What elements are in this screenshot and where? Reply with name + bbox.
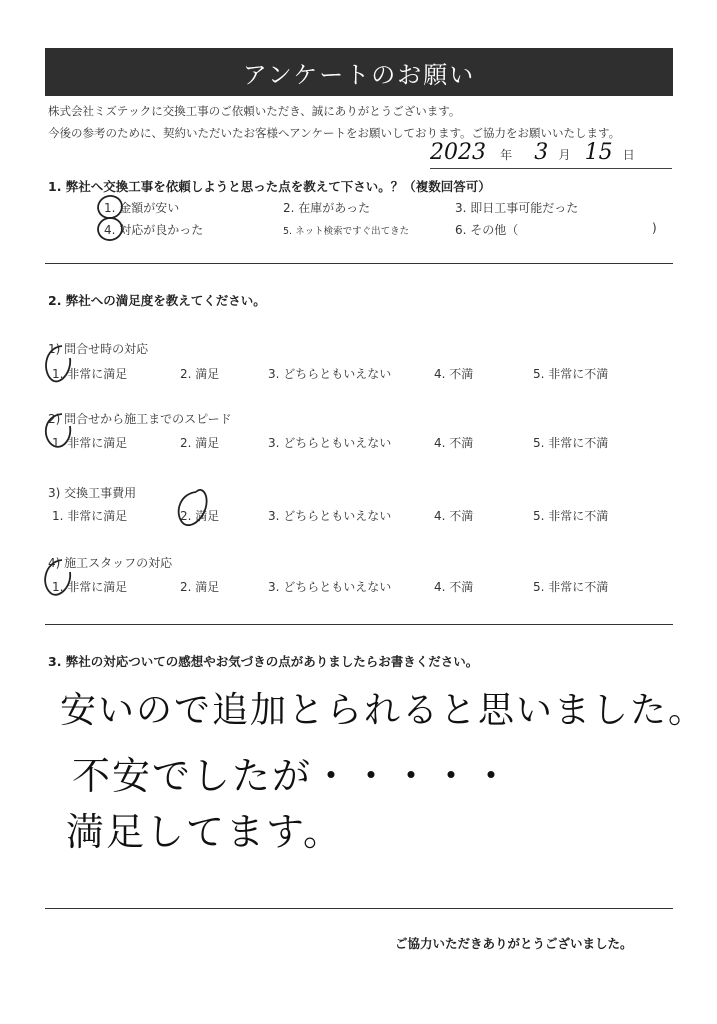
q2-item-1-circle <box>46 346 70 381</box>
q2-item-4-circle <box>45 560 70 595</box>
q2-item-3-scale-2: 2. 満足 <box>180 509 220 523</box>
q2-item-1-scale-1: 1. 非常に満足 <box>52 367 128 381</box>
q2-item-3-scale-4: 4. 不満 <box>434 509 474 523</box>
date-year: 2023 <box>430 140 486 165</box>
date-year-unit: 年 <box>500 148 513 162</box>
footer-thanks: ご協力いただきありがとうございました。 <box>395 936 633 951</box>
q2-item-2-scale-2: 2. 満足 <box>180 436 220 450</box>
date-month: 3 <box>534 140 549 165</box>
q2-item-2-scale-1: 1. 非常に満足 <box>52 436 128 450</box>
q1-option-1: 1. 金額が安い <box>104 201 180 215</box>
q1-option-6: 6. その他（ <box>455 223 519 237</box>
q1-circle-option-4 <box>96 216 123 242</box>
survey-title: アンケートのお願い <box>45 48 673 96</box>
q2-item-4-scale-3: 3. どちらともいえない <box>268 580 392 594</box>
date-day-unit: 日 <box>622 148 635 162</box>
q3-answer-line-3: 満足してます。 <box>66 810 343 854</box>
q3-answer-line-2: 不安でしたが・・・・・ <box>72 754 513 798</box>
q2-item-1-scale-3: 3. どちらともいえない <box>268 367 392 381</box>
q2-item-3-scale-5: 5. 非常に不満 <box>533 509 609 523</box>
q1-option-4: 4. 対応が良かった <box>104 223 204 237</box>
intro-line-1: 株式会社ミズテックに交換工事のご依頼いただき、誠にありがとうございます。 <box>48 104 461 118</box>
q3-answer-line-1: 安いので追加とられると思いました。 <box>60 690 707 731</box>
q2-item-3-label: 3) 交換工事費用 <box>48 486 137 500</box>
date-month-unit: 月 <box>558 148 571 162</box>
date-day: 15 <box>584 140 613 165</box>
q2-item-2-scale-4: 4. 不満 <box>434 436 474 450</box>
q2-item-1-scale-5: 5. 非常に不満 <box>533 367 609 381</box>
q2-item-3-circle <box>179 490 207 525</box>
q2-item-4-scale-4: 4. 不満 <box>434 580 474 594</box>
q1-option-6-close: ) <box>652 221 657 235</box>
q2-item-4-scale-5: 5. 非常に不満 <box>533 580 609 594</box>
q1-option-5: 5. ネット検索ですぐ出てきた <box>283 226 410 237</box>
q2-item-1-scale-2: 2. 満足 <box>180 367 220 381</box>
q1-option-2: 2. 在庫があった <box>283 201 371 215</box>
q2-item-3-scale-1: 1. 非常に満足 <box>52 509 128 523</box>
q2-title: 2. 弊社への満足度を教えてください。 <box>48 293 266 308</box>
q1-option-3: 3. 即日工事可能だった <box>455 201 579 215</box>
q2-item-4-scale-1: 1. 非常に満足 <box>52 580 128 594</box>
q2-item-1-scale-4: 4. 不満 <box>434 367 474 381</box>
q3-title: 3. 弊社の対応ついての感想やお気づきの点がありましたらお書きください。 <box>48 654 479 669</box>
q1-circle-option-1 <box>96 193 125 220</box>
q2-item-2-circle <box>46 414 70 447</box>
q2-item-4-scale-2: 2. 満足 <box>180 580 220 594</box>
intro-line-2: 今後の参考のために、契約いただいたお客様へアンケートをお願いしております。ご協力をお願いいたします。 <box>48 126 621 140</box>
q2-item-2-scale-3: 3. どちらともいえない <box>268 436 392 450</box>
q2-item-3-scale-3: 3. どちらともいえない <box>268 509 392 523</box>
q2-item-2-label: 2) 問合せから施工までのスピード <box>48 412 232 426</box>
q2-item-4-label: 4) 施工スタッフの対応 <box>48 556 173 570</box>
q2-item-1-label: 1) 問合せ時の対応 <box>48 342 149 356</box>
q2-item-2-scale-5: 5. 非常に不満 <box>533 436 609 450</box>
q1-title: 1. 弊社へ交換工事を依頼しようと思った点を教えて下さい。？（複数回答可） <box>48 179 491 194</box>
